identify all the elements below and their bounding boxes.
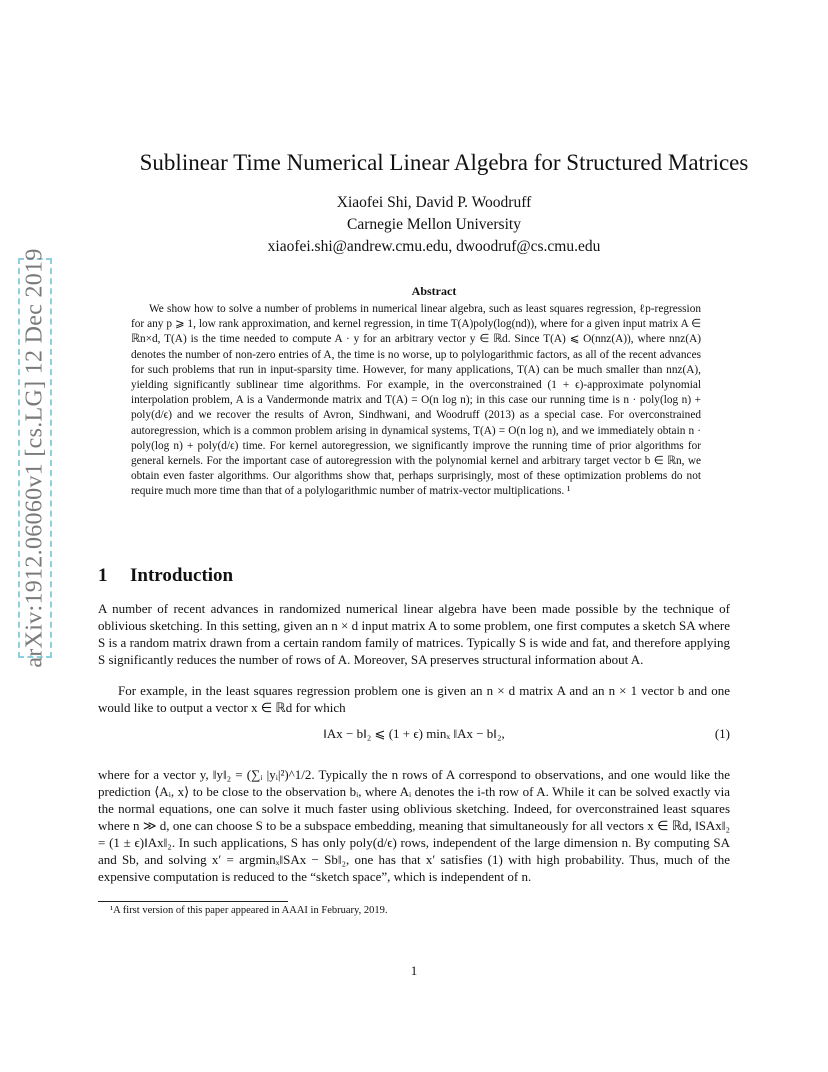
arxiv-identifier-text: arXiv:1912.06060v1 [cs.LG] 12 Dec 2019 xyxy=(21,248,48,668)
section-title: Introduction xyxy=(130,565,234,586)
section-number: 1 xyxy=(98,565,108,586)
author-names: Xiaofei Shi, David P. Woodruff xyxy=(336,194,532,211)
author-block xyxy=(100,192,768,258)
abstract-text: We show how to solve a number of problems in numerical linear algebra, such as least squares regression, ℓp-regression for any p ⩾ 1, low rank approximation, and kernel regression, in time T(A)poly(log(nd)), where for a given input matrix A ∈ ℝn×d, T(A) is the time needed to compute A · y for an arbitrary vector y ∈ ℝd. Since T(A) ⩽ O(nnz(A)), where nnz(A) denotes the number of non-zero entries of A, the time is no worse, up to polylogarithmic factors, as all of the recent advances for such problems that run in input-sparsity time. However, for many applications, T(A) can be much smaller than nnz(A), yielding significantly sublinear time algorithms. For example, in the overconstrained (1 + ϵ)-approximate polynomial interpolation problem, A is a Vandermonde matrix and T(A) = O(n log n); in this case our running time is n · poly(log n) + poly(d/ϵ) and we recover the results of Avron, Sindhwani, and Woodruff (2013) as a special case. For overconstrained autoregression, which is a common problem arising in dynamical systems, T(A) = O(n log n), and we immediately obtain n · poly(log n) + poly(d/ϵ) time. For kernel autoregression, we significantly improve the running time of prior algorithms for general kernels. For the important case of autoregression with the polynomial kernel and arbitrary target vector b ∈ ℝn, we obtain even faster algorithms. Our algorithms show that, perhaps surprisingly, most of these optimization problems do not require much more time than that of a polylogarithmic number of matrix-vector multiplications. ¹ xyxy=(131,303,701,498)
abstract-heading: Abstract xyxy=(411,284,457,298)
page-number: 1 xyxy=(410,963,418,978)
equation-1 xyxy=(98,726,730,746)
author-emails: xiaofei.shi@andrew.cmu.edu, dwoodruf@cs.cmu.edu xyxy=(267,238,601,255)
intro-paragraph-3: where for a vector y, ‖y‖₂ = (∑ᵢ |yᵢ|²)^1/2. Typically the n rows of A correspond to observations, and one would like the prediction ⟨Aᵢ, x⟩ to be close to the observation bᵢ, where Aᵢ denotes the i-th row of A. While it can be solved exactly via the normal equations, one can solve it much faster using oblivious sketching. Indeed, for overconstrained least squares where n ≫ d, one can choose S to be a subspace embedding, meaning that simultaneously for all vectors x ∈ ℝd, ‖SAx‖₂ = (1 ± ϵ)‖Ax‖₂. In such applications, S has only poly(d/ϵ) rows, independent of the large dimension n. By computing SA and Sb, and solving x′ = argminₓ‖SAx − Sb‖₂, one has that x′ satisfies (1) with high probability. Thus, much of the expensive computation is reduced to the “sketch space”, which is independent of n. xyxy=(98,767,730,884)
footnote-text: ¹A first version of this paper appeared in AAAI in February, 2019. xyxy=(110,905,388,916)
equation-number: (1) xyxy=(714,726,730,741)
equation-body: ‖Ax − b‖₂ ⩽ (1 + ϵ) minₓ ‖Ax − b‖₂, xyxy=(323,726,505,741)
footnote-rule xyxy=(98,901,288,902)
intro-paragraph-1: A number of recent advances in randomized numerical linear algebra have been made possible by the technique of oblivious sketching. In this setting, given an n × d input matrix A to some problem, one first computes a sketch SA where S is a random matrix drawn from a certain random family of matrices. Typically S is wide and fat, and therefore applying S significantly reduces the number of rows of A. Moreover, SA preserves structural information about A. xyxy=(98,601,730,667)
paper-title: Sublinear Time Numerical Linear Algebra for Structured Matrices xyxy=(139,150,749,175)
intro-paragraph-2: For example, in the least squares regression problem one is given an n × d matrix A and an n × 1 vector b and one would like to output a vector x ∈ ℝd for which xyxy=(98,683,730,715)
arxiv-identifier-stamp xyxy=(18,248,52,668)
author-affiliation: Carnegie Mellon University xyxy=(347,216,521,233)
section-heading xyxy=(98,565,233,587)
